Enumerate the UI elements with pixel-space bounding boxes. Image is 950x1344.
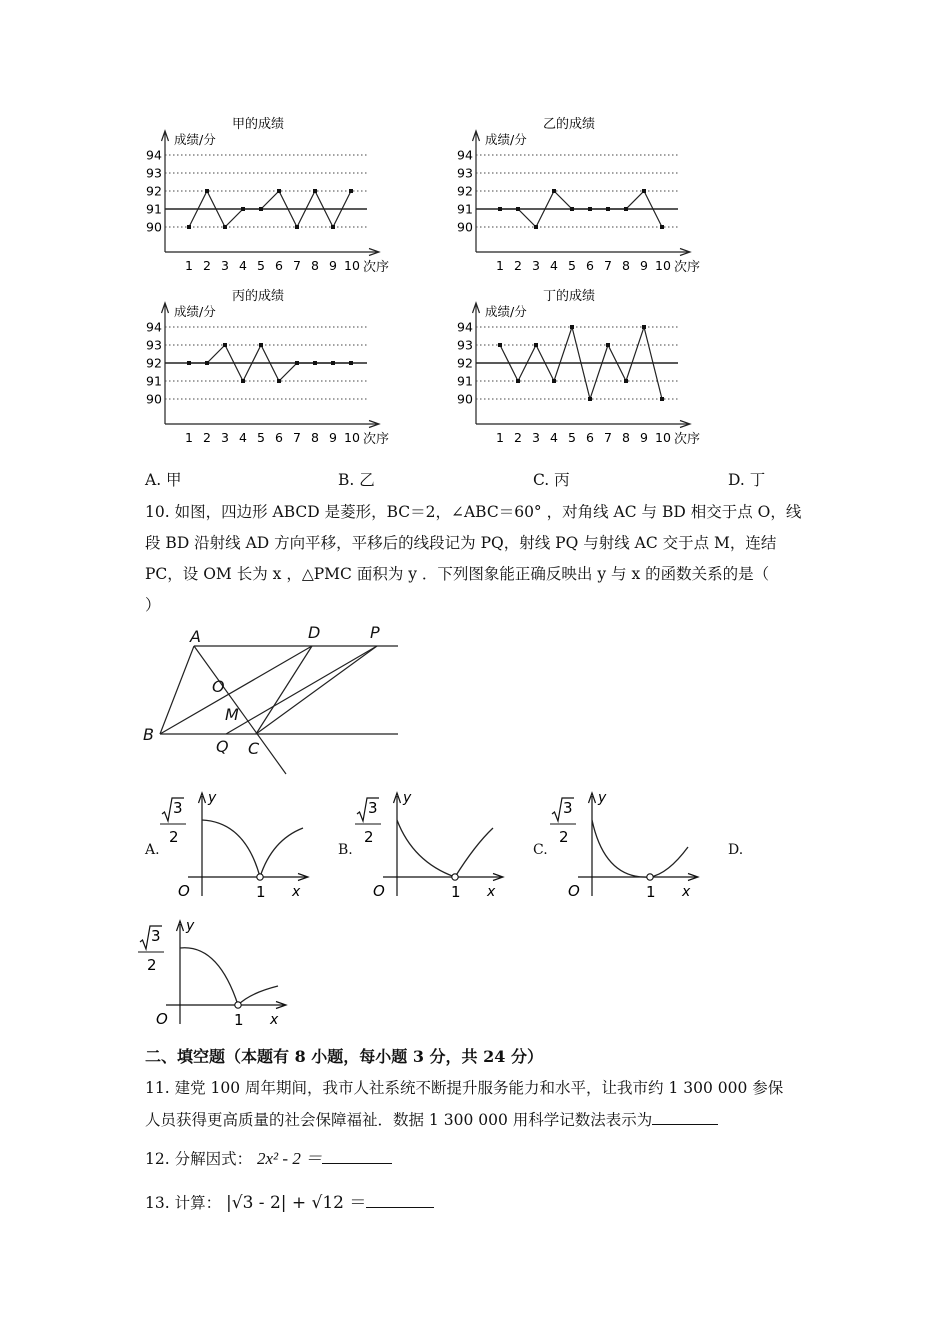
q10-line-2: 段 BD 沿射线 AD 方向平移，平移后的线段记为 PQ，射线 PQ 与射线 AC 交于点 M，连结 xyxy=(145,534,777,552)
q12-expression: 2x² - 2 ＝ xyxy=(257,1149,323,1168)
label-q: Q xyxy=(216,737,229,756)
score-chart-3 xyxy=(146,288,389,447)
q9-charts xyxy=(0,0,950,460)
data-point xyxy=(660,225,664,229)
diagonal-ac-ray xyxy=(194,646,286,774)
data-point xyxy=(588,207,592,211)
origin-label: O xyxy=(568,882,580,900)
data-point xyxy=(570,207,574,211)
q12-prefix: 12. 分解因式： xyxy=(145,1150,253,1168)
x-axis-label: x xyxy=(487,884,496,900)
q11-line-2-text: 人员获得更高质量的社会保障福祉．数据 1 300 000 用科学记数法表示为 xyxy=(145,1111,653,1129)
y-axis-label: y xyxy=(598,790,607,806)
y-tick-label: 93 xyxy=(146,165,162,181)
label-p: P xyxy=(370,623,380,642)
data-point xyxy=(606,343,610,347)
y-tick-label: 91 xyxy=(146,373,162,389)
x-tick-label: 5 xyxy=(257,430,265,445)
open-point xyxy=(235,1002,241,1008)
data-point xyxy=(223,343,227,347)
x-tick-label: 4 xyxy=(550,430,558,445)
x-tick-label: 9 xyxy=(640,430,648,445)
data-point xyxy=(642,325,646,329)
data-point xyxy=(241,207,245,211)
x-tick-label: 6 xyxy=(586,430,594,445)
data-point xyxy=(331,225,335,229)
label-m: M xyxy=(225,705,239,724)
x-tick-label: 4 xyxy=(239,258,247,273)
origin-label: O xyxy=(156,1010,168,1028)
x-tick-label: 6 xyxy=(275,258,283,273)
x-tick-label: 7 xyxy=(293,430,301,445)
open-point xyxy=(647,874,653,880)
q13-expression: |√3 - 2| + √12 ＝ xyxy=(226,1193,367,1213)
data-point xyxy=(205,189,209,193)
q10-line-1: 10. 如图，四边形 ABCD 是菱形，BC＝2，∠ABC＝60° ，对角线 AC 与 BD 相交于点 O，线 xyxy=(145,503,802,521)
x-tick-label: 7 xyxy=(293,258,301,273)
data-point xyxy=(516,379,520,383)
y-tick-label: 94 xyxy=(146,319,162,335)
x-one-label: 1 xyxy=(646,883,656,901)
data-point xyxy=(277,379,281,383)
q10-rhombus-figure xyxy=(140,620,420,780)
data-point xyxy=(313,189,317,193)
y-tick-label: 94 xyxy=(146,147,162,163)
q12-answer-blank[interactable] xyxy=(322,1148,392,1164)
y-tick-label: 90 xyxy=(146,391,162,407)
origin-label: O xyxy=(178,882,190,900)
data-point xyxy=(660,397,664,401)
data-point xyxy=(277,189,281,193)
y-axis-label: y xyxy=(403,790,412,806)
score-chart-4 xyxy=(457,288,700,447)
data-point xyxy=(534,225,538,229)
open-point xyxy=(452,874,458,880)
x-tick-label: 3 xyxy=(221,430,229,445)
fraction-numerator: 3 xyxy=(368,799,378,817)
fraction-denominator: 2 xyxy=(169,828,179,846)
x-tick-label: 3 xyxy=(532,430,540,445)
x-tick-label: 2 xyxy=(203,430,211,445)
chart-title: 乙的成绩 xyxy=(543,117,596,132)
data-point xyxy=(331,361,335,365)
q10-graph-d xyxy=(138,918,298,1030)
fraction-numerator: 3 xyxy=(151,927,161,945)
q11-answer-blank[interactable] xyxy=(652,1109,718,1125)
y-tick-label: 92 xyxy=(457,355,473,371)
data-point xyxy=(552,379,556,383)
y-tick-label: 93 xyxy=(457,337,473,353)
score-chart-1 xyxy=(146,116,389,275)
fraction-numerator: 3 xyxy=(563,799,573,817)
data-point xyxy=(205,361,209,365)
y-tick-label: 92 xyxy=(457,183,473,199)
label-b: B xyxy=(143,725,154,744)
q13-prefix: 13. 计算： xyxy=(145,1194,222,1212)
q11-line-1: 11. 建党 100 周年期间，我市人社系统不断提升服务能力和水平，让我市约 1 300 000 参保 xyxy=(145,1079,784,1097)
y-tick-label: 93 xyxy=(146,337,162,353)
x-axis-label: x xyxy=(682,884,691,900)
x-tick-label: 4 xyxy=(239,430,247,445)
data-point xyxy=(295,225,299,229)
data-point xyxy=(588,397,592,401)
y-tick-label: 94 xyxy=(457,147,473,163)
q12 xyxy=(145,1148,392,1169)
x-tick-label: 7 xyxy=(604,258,612,273)
data-point xyxy=(187,225,191,229)
y-axis-label: y xyxy=(186,918,195,934)
data-point xyxy=(498,207,502,211)
y-axis-label: y xyxy=(208,790,217,806)
x-tick-label: 9 xyxy=(329,258,337,273)
x-axis-label: x xyxy=(292,884,301,900)
score-chart-2 xyxy=(457,116,700,275)
q9-option-d[interactable]: D. 丁 xyxy=(728,471,766,489)
fraction-denominator: 2 xyxy=(559,828,569,846)
q10-option-c[interactable]: C. xyxy=(533,842,548,858)
x-tick-label: 8 xyxy=(311,258,319,273)
q13-answer-blank[interactable] xyxy=(366,1192,434,1208)
y-axis-label: 成绩/分 xyxy=(174,132,216,147)
data-point xyxy=(570,325,574,329)
y-axis-label: 成绩/分 xyxy=(174,304,216,319)
q10-option-b[interactable]: B. xyxy=(338,842,353,858)
q10-line-3: PC，设 OM 长为 x ，△PMC 面积为 y ．下列图象能正确反映出 y 与 x 的函数关系的是（ xyxy=(145,565,770,583)
q10-graph-b xyxy=(355,790,515,902)
data-point xyxy=(552,189,556,193)
x-axis-label: 次序 xyxy=(363,260,390,275)
x-tick-label: 2 xyxy=(514,258,522,273)
q11-line-2 xyxy=(145,1109,718,1130)
x-tick-label: 8 xyxy=(622,430,630,445)
data-point xyxy=(642,189,646,193)
x-axis-label: 次序 xyxy=(674,432,701,447)
chart-title: 甲的成绩 xyxy=(232,117,285,132)
y-tick-label: 91 xyxy=(457,201,473,217)
x-tick-label: 5 xyxy=(257,258,265,273)
x-tick-label: 1 xyxy=(185,258,193,273)
y-tick-label: 90 xyxy=(146,219,162,235)
data-point xyxy=(624,207,628,211)
data-point xyxy=(187,361,191,365)
q10-line-4: ） xyxy=(145,596,161,614)
y-tick-label: 90 xyxy=(457,219,473,235)
x-one-label: 1 xyxy=(256,883,266,901)
y-tick-label: 91 xyxy=(146,201,162,217)
x-tick-label: 8 xyxy=(311,430,319,445)
x-axis-label: 次序 xyxy=(674,260,701,275)
data-point xyxy=(295,361,299,365)
y-tick-label: 92 xyxy=(146,183,162,199)
x-one-label: 1 xyxy=(234,1011,244,1029)
x-tick-label: 9 xyxy=(640,258,648,273)
fraction-denominator: 2 xyxy=(147,956,157,974)
q13 xyxy=(145,1192,434,1213)
function-curve xyxy=(202,820,303,877)
data-point xyxy=(349,361,353,365)
y-tick-label: 94 xyxy=(457,319,473,335)
x-tick-label: 6 xyxy=(275,430,283,445)
fraction-denominator: 2 xyxy=(364,828,374,846)
y-tick-label: 93 xyxy=(457,165,473,181)
fraction-numerator: 3 xyxy=(173,799,183,817)
label-a: A xyxy=(190,627,201,646)
y-axis-label: 成绩/分 xyxy=(485,304,527,319)
x-tick-label: 3 xyxy=(221,258,229,273)
x-tick-label: 9 xyxy=(329,430,337,445)
q10-option-a[interactable]: A. xyxy=(145,842,160,858)
function-curve xyxy=(397,820,493,877)
y-axis-label: 成绩/分 xyxy=(485,132,527,147)
data-point xyxy=(498,343,502,347)
q10-option-d[interactable]: D. xyxy=(728,842,744,858)
x-axis-label: 次序 xyxy=(363,432,390,447)
x-tick-label: 10 xyxy=(344,430,360,445)
x-tick-label: 1 xyxy=(185,430,193,445)
x-tick-label: 8 xyxy=(622,258,630,273)
data-point xyxy=(223,225,227,229)
label-d: D xyxy=(308,623,321,642)
x-tick-label: 10 xyxy=(344,258,360,273)
data-point xyxy=(624,379,628,383)
side-dc xyxy=(256,646,312,734)
q10-graph-a xyxy=(160,790,320,902)
q10-graph-c xyxy=(550,790,710,902)
x-tick-label: 2 xyxy=(514,430,522,445)
label-c: C xyxy=(248,739,260,758)
chart-title: 丁的成绩 xyxy=(543,289,596,304)
data-point xyxy=(241,379,245,383)
origin-label: O xyxy=(373,882,385,900)
data-point xyxy=(259,207,263,211)
data-point xyxy=(349,189,353,193)
x-tick-label: 10 xyxy=(655,258,671,273)
x-tick-label: 4 xyxy=(550,258,558,273)
x-tick-label: 1 xyxy=(496,258,504,273)
x-tick-label: 3 xyxy=(532,258,540,273)
x-axis-label: x xyxy=(270,1012,279,1028)
y-tick-label: 91 xyxy=(457,373,473,389)
x-one-label: 1 xyxy=(451,883,461,901)
side-ab xyxy=(160,646,194,734)
data-point xyxy=(259,343,263,347)
x-tick-label: 5 xyxy=(568,430,576,445)
data-point xyxy=(516,207,520,211)
y-tick-label: 92 xyxy=(146,355,162,371)
q9-option-c[interactable]: C. 丙 xyxy=(533,471,570,489)
function-curve xyxy=(592,820,688,877)
function-curve xyxy=(180,948,278,1005)
chart-title: 丙的成绩 xyxy=(232,289,285,304)
data-point xyxy=(606,207,610,211)
x-tick-label: 10 xyxy=(655,430,671,445)
segment-pc xyxy=(256,646,377,734)
data-point xyxy=(313,361,317,365)
data-point xyxy=(534,343,538,347)
section-2-heading: 二、填空题（本题有 8 小题，每小题 3 分，共 24 分） xyxy=(145,1047,543,1066)
x-tick-label: 2 xyxy=(203,258,211,273)
x-tick-label: 7 xyxy=(604,430,612,445)
y-tick-label: 90 xyxy=(457,391,473,407)
segment-pq xyxy=(226,646,377,734)
open-point xyxy=(257,874,263,880)
x-tick-label: 6 xyxy=(586,258,594,273)
label-o: O xyxy=(212,677,225,696)
x-tick-label: 1 xyxy=(496,430,504,445)
q9-option-a[interactable]: A. 甲 xyxy=(145,471,182,489)
x-tick-label: 5 xyxy=(568,258,576,273)
q9-option-b[interactable]: B. 乙 xyxy=(338,471,375,489)
